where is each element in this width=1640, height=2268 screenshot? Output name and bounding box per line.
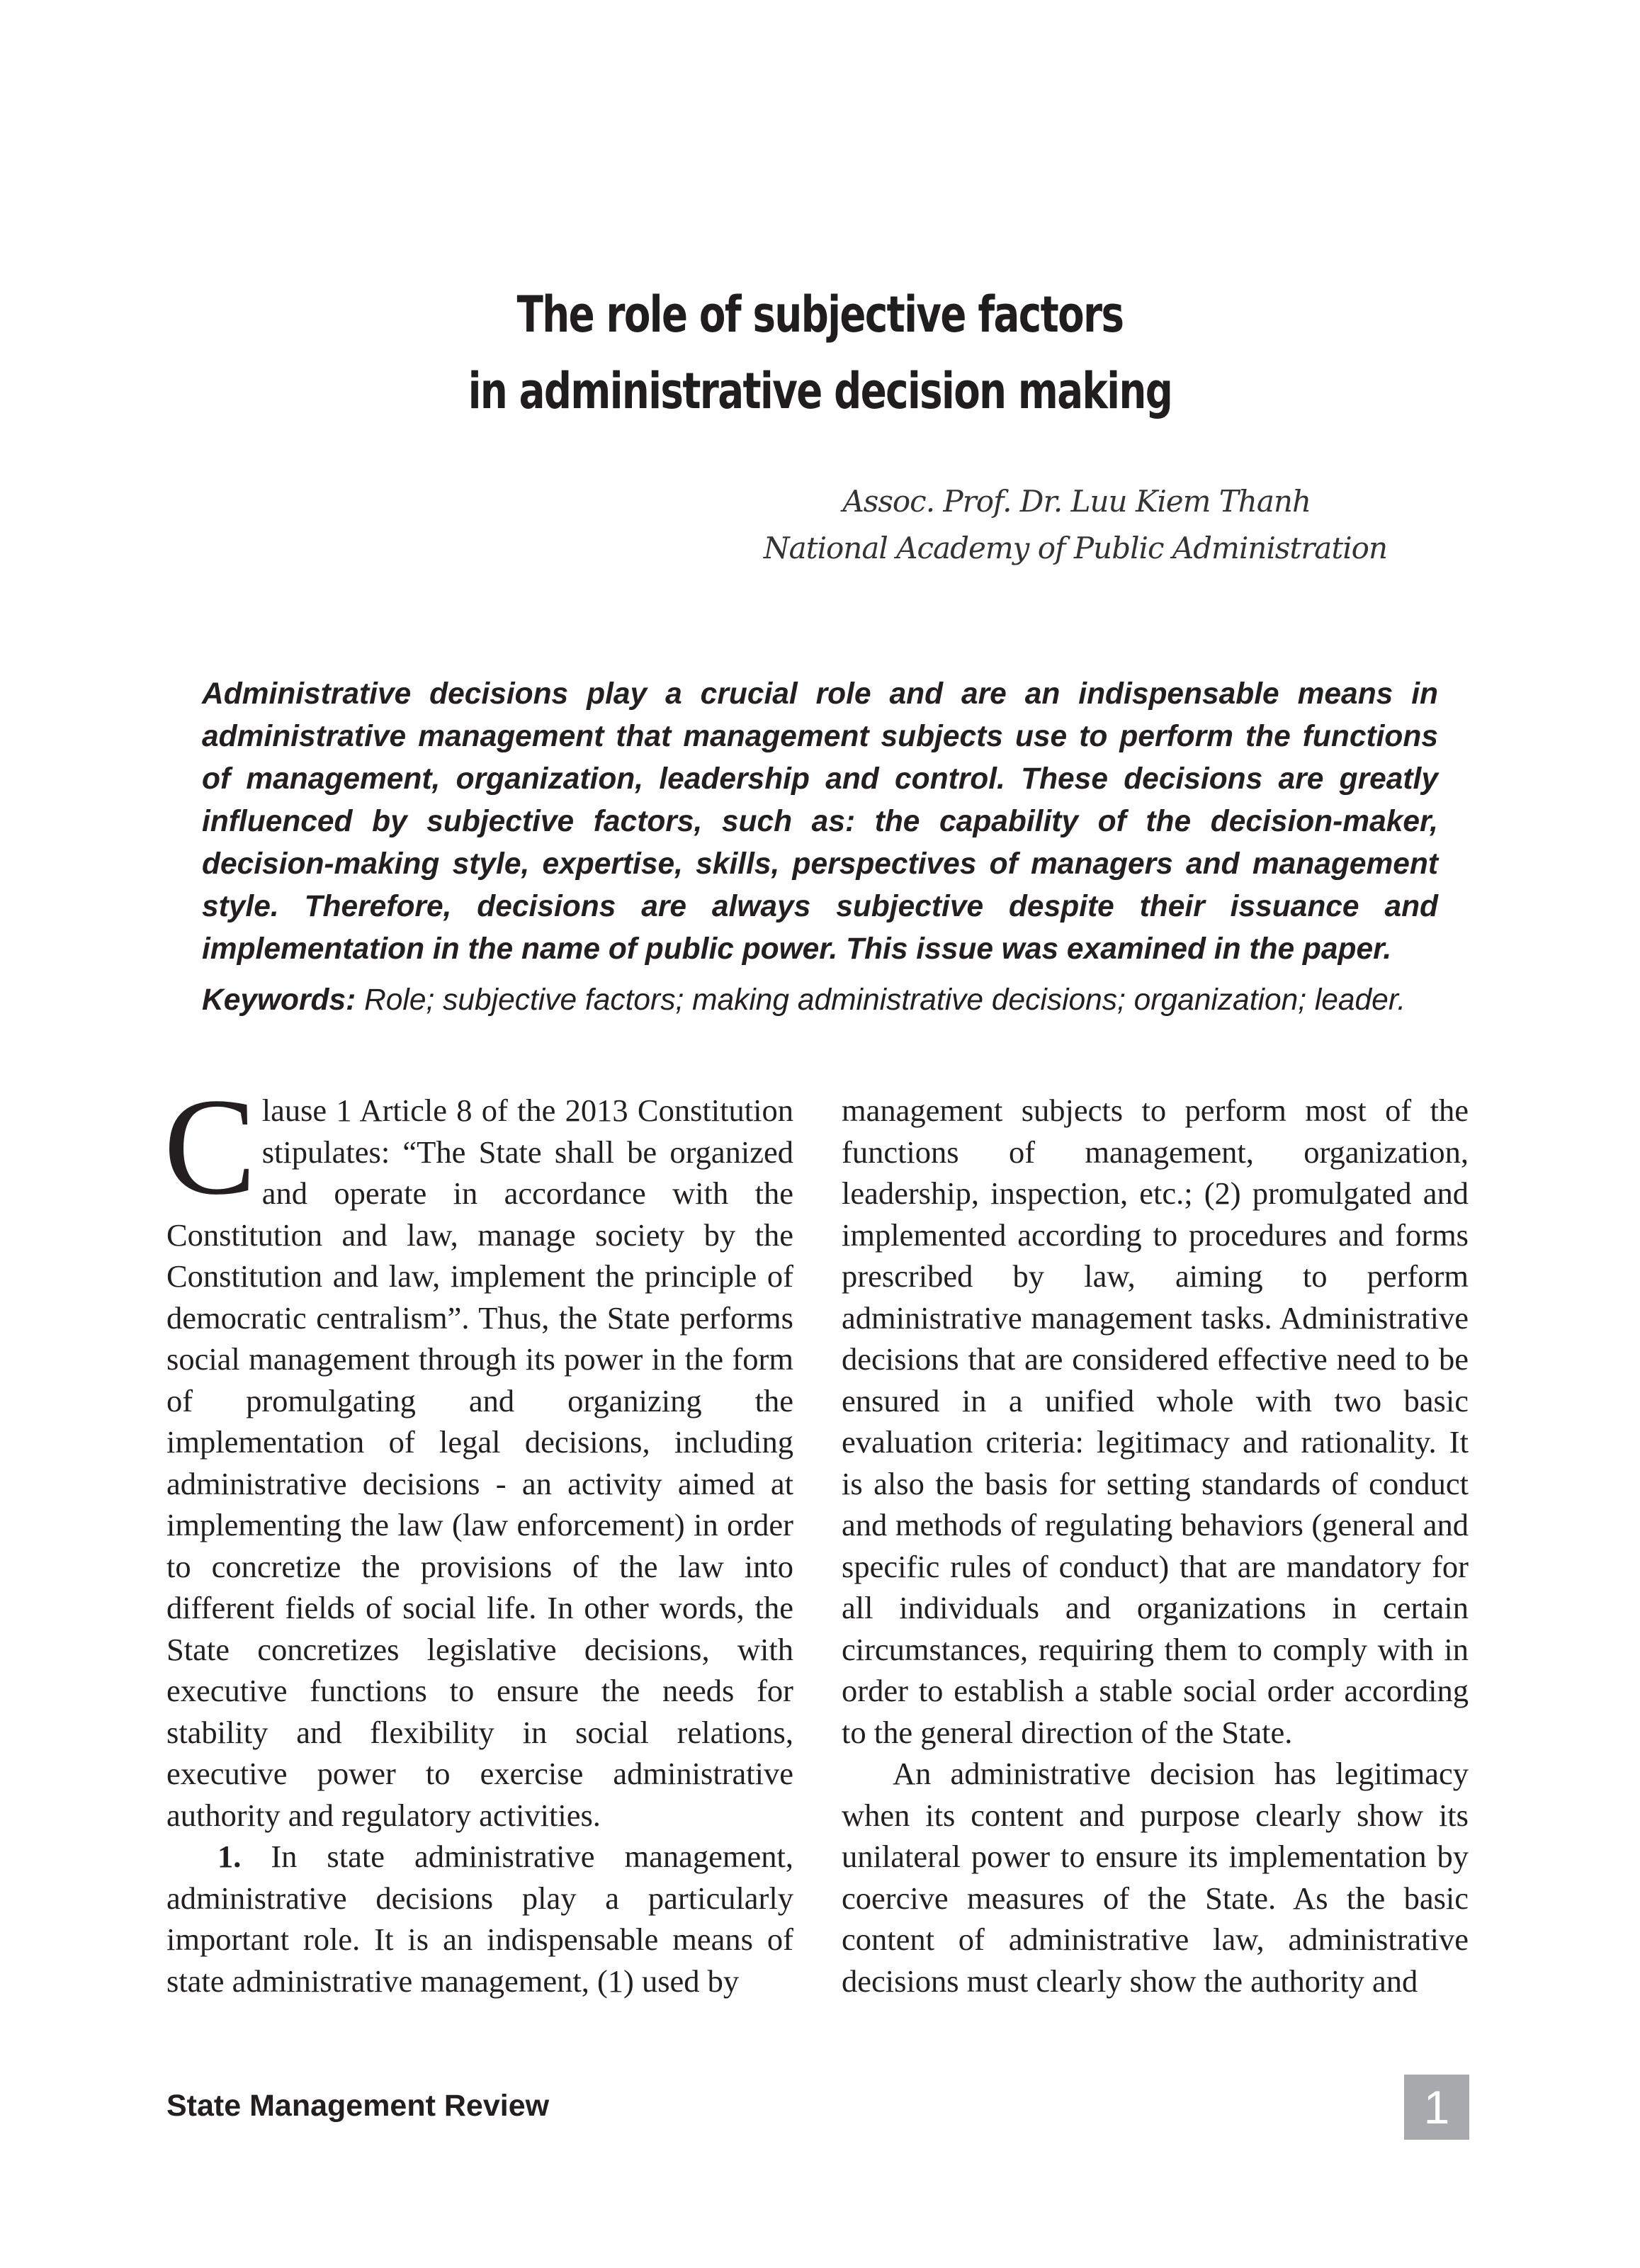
body-paragraph	[164, 1070, 793, 1836]
body-column-right	[842, 1090, 1469, 2002]
author-block	[764, 478, 1387, 572]
article-title	[181, 276, 1460, 429]
body-paragraph: management subjects to perform most of the functions of management, organization, leadership, inspection, etc.; (2) promulgated and implemented according to procedures and forms prescribed by law, aiming to perform administrative management tasks. Administrative decisions that are considered effective need to be ensured in a unified whole with two basic evaluation criteria: legitimacy and rationality. It is also the basis for setting standards of conduct and methods of regulating behaviors (general and specific rules of conduct) that are mandatory for all individuals and organizations in certain circumstances, requiring them to comply with in order to establish a stable social order according to the general direction of the State.	[842, 1093, 1469, 1750]
keywords-text: Role; subjective factors; making administrative decisions; organization; leader.	[356, 983, 1406, 1017]
body-paragraph	[166, 1836, 793, 2002]
section-number: 1.	[217, 1839, 242, 1874]
body-column-left	[164, 1070, 793, 2002]
title-line-2: in administrative decision making	[468, 362, 1172, 420]
abstract: Administrative decisions play a crucial role and are an indispensable means in administrative management that management subjects use to perform the functions of management, organization, leadership and control. These decisions are greatly influenced by subjective factors, such as: the capability of the decision-maker, decision-making style, expertise, skills, perspectives of managers and management style. Therefore, decisions are always subjective despite their issuance and implementation in the name of public power. This issue was examined in the paper.	[202, 677, 1438, 966]
journal-name: State Management Review	[166, 2089, 550, 2123]
page-number: 1	[1404, 2075, 1469, 2140]
author-affiliation: National Academy of Public Administration	[763, 531, 1387, 565]
body-paragraph: An administrative decision has legitimacy when its content and purpose clearly show its unilateral power to ensure its implementation by coercive measures of the State. As the basic content of administrative law, administrative decisions must clearly show the authority and	[842, 1756, 1469, 1999]
paragraph-text: In state administrative management, administrative decisions play a particularly important role. It is an indispensable means of state administrative management, (1) used by	[166, 1839, 793, 1999]
paragraph-text: lause 1 Article 8 of the 2013 Constitution stipulates: “The State shall be organized and operate in accordance with the Constitution and law, manage society by the Constitution and law, implement the principle of democratic centralism”. Thus, the State performs social management through its power in the form of promulgating and organizing the implementation of legal decisions, including administrative decisions - an activity aimed at implementing the law (law enforcement) in order to concretize the provisions of the law into different fields of social life. In other words, the State concretizes legislative decisions, with executive functions to ensure the needs for stability and flexibility in social relations, executive power to exercise administrative authority and regulatory activities.	[166, 1093, 793, 1833]
keywords	[202, 979, 1438, 1022]
author-name: Assoc. Prof. Dr. Luu Kiem Thanh	[842, 484, 1311, 519]
drop-cap: C	[164, 1070, 256, 1224]
title-line-1: The role of subjective factors	[516, 286, 1124, 344]
keywords-label: Keywords:	[202, 983, 356, 1017]
